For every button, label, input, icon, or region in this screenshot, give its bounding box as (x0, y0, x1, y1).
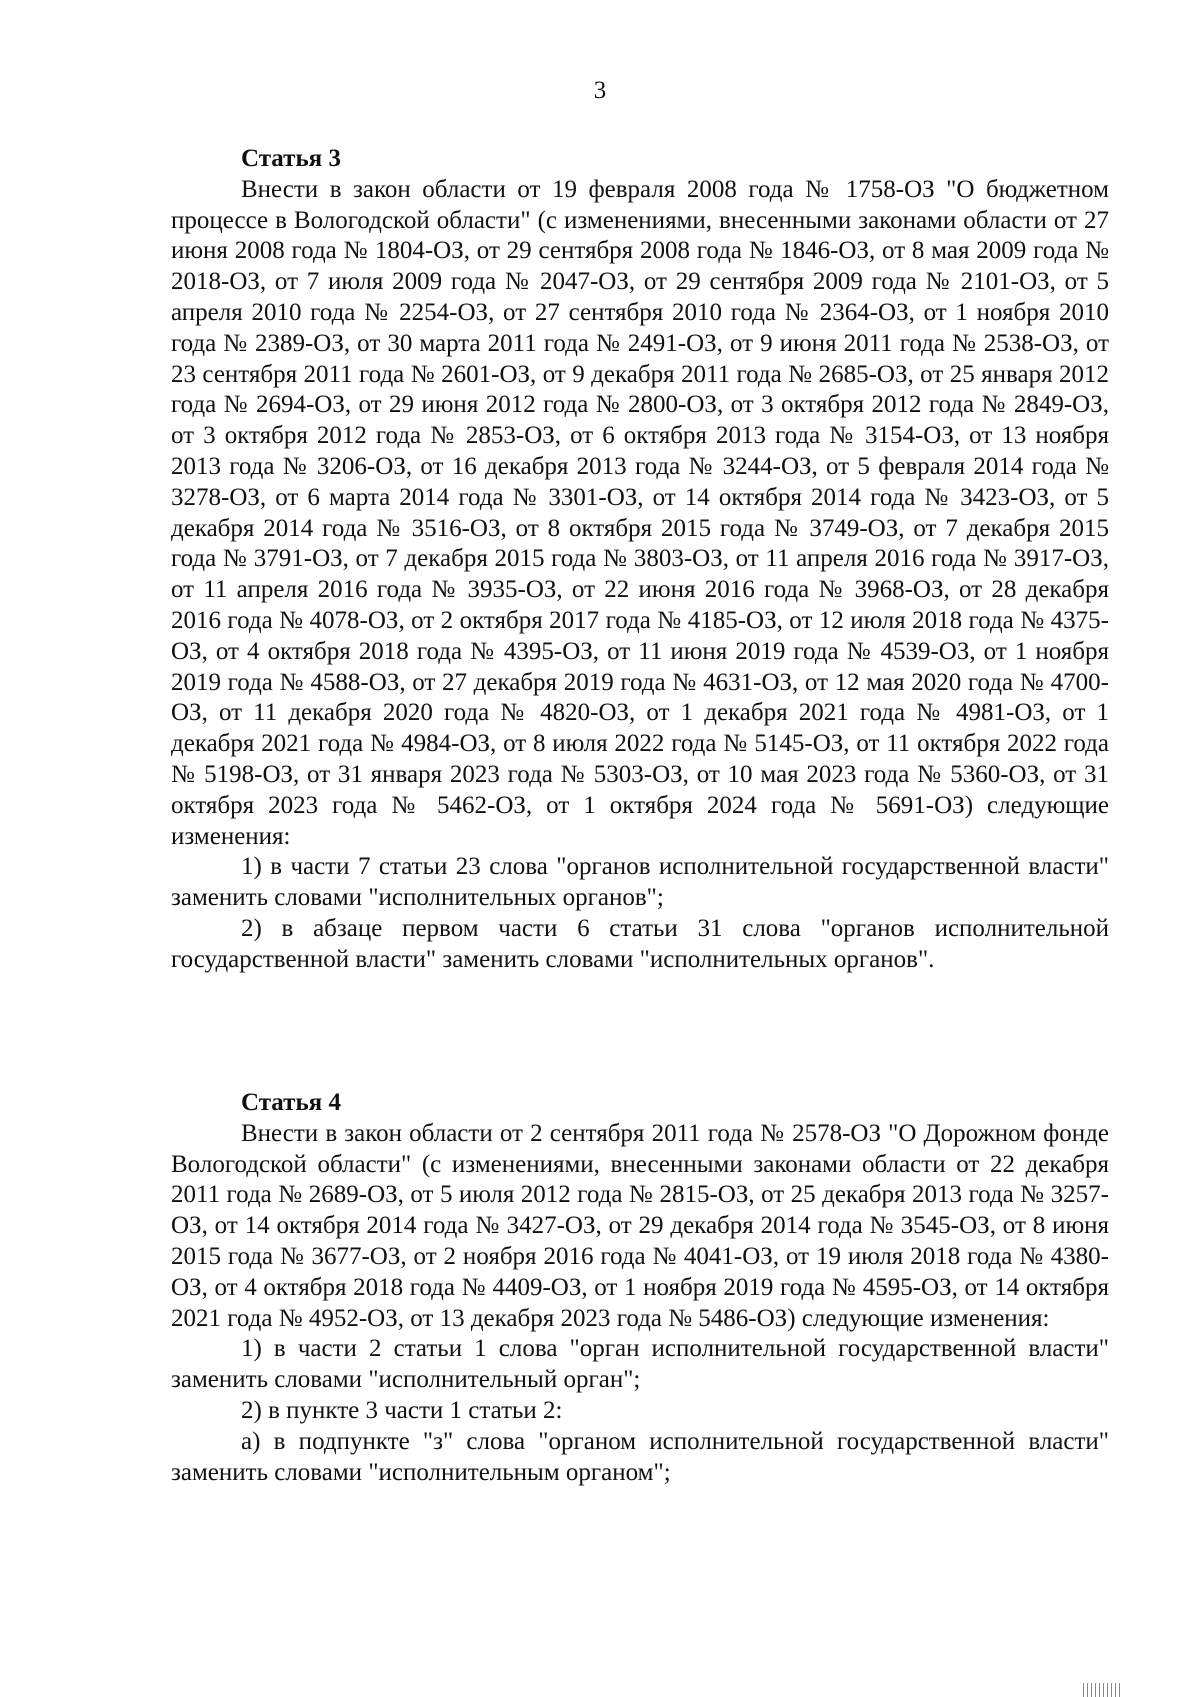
article-paragraph: Внести в закон области от 2 сентября 2011 года № 2578-ОЗ "О Дорожном фонде Вологодской области" (с изменениями, внесенными законами области от 22 декабря 2011 года № 2689-ОЗ, от 5 июля 2012 года № 2815-ОЗ, от 25 декабря 2013 года № 3257-ОЗ, от 14 октября 2014 года № 3427-ОЗ, от 29 декабря 2014 года № 3545-ОЗ, от 8 июня 2015 года № 3677-ОЗ, от 2 ноября 2016 года № 4041-ОЗ, от 19 июля 2018 года № 4380-ОЗ, от 4 октября 2018 года № 4409-ОЗ, от 1 ноября 2019 года № 4595-ОЗ, от 14 октября 2021 года № 4952-ОЗ, от 13 декабря 2023 года № 5486-ОЗ) следующие изменения: (171, 1119, 1109, 1332)
article-3 (171, 144, 1109, 976)
article-paragraph: 1) в части 2 статьи 1 слова "орган исполнительной государственной власти" заменить словами "исполнительный орган"; (171, 1335, 1109, 1394)
scan-barcode-mark (1083, 1683, 1123, 1697)
article-paragraph: 2) в пункте 3 части 1 статьи 2: (241, 1396, 563, 1424)
article-paragraph: Внести в закон области от 19 февраля 2008 года № 1758-ОЗ "О бюджетном процессе в Вологодской области" (с изменениями, внесенными законами области от 27 июня 2008 года № 1804-ОЗ, от 29 сентября 2008 года № 1846-ОЗ, от 8 мая 2009 года № 2018-ОЗ, от 7 июля 2009 года № 2047-ОЗ, от 29 сентября 2009 года № 2101-ОЗ, от 5 апреля 2010 года № 2254-ОЗ, от 27 сентября 2010 года № 2364-ОЗ, от 1 ноября 2010 года № 2389-ОЗ, от 30 марта 2011 года № 2491-ОЗ, от 9 июня 2011 года № 2538-ОЗ, от 23 сентября 2011 года № 2601-ОЗ, от 9 декабря 2011 года № 2685-ОЗ, от 25 января 2012 года № 2694-ОЗ, от 29 июня 2012 года № 2800-ОЗ, от 3 октября 2012 года № 2849-ОЗ, от 3 октября 2012 года № 2853-ОЗ, от 6 октября 2013 года № 3154-ОЗ, от 13 ноября 2013 года № 3206-ОЗ, от 16 декабря 2013 года № 3244-ОЗ, от 5 февраля 2014 года № 3278-ОЗ, от 6 марта 2014 года № 3301-ОЗ, от 14 октября 2014 года № 3423-ОЗ, от 5 декабря 2014 года № 3516-ОЗ, от 8 октября 2015 года № 3749-ОЗ, от 7 декабря 2015 года № 3791-ОЗ, от 7 декабря 2015 года № 3803-ОЗ, от 11 апреля 2016 года № 3917-ОЗ, от 11 апреля 2016 года № 3935-ОЗ, от 22 июня 2016 года № 3968-ОЗ, от 28 декабря 2016 года № 4078-ОЗ, от 2 октября 2017 года № 4185-ОЗ, от 12 июля 2018 года № 4375-ОЗ, от 4 октября 2018 года № 4395-ОЗ, от 11 июня 2019 года № 4539-ОЗ, от 1 ноября 2019 года № 4588-ОЗ, от 27 декабря 2019 года № 4631-ОЗ, от 12 мая 2020 года № 4700-ОЗ, от 11 декабря 2020 года № 4820-ОЗ, от 1 декабря 2021 года № 4981-ОЗ, от 1 декабря 2021 года № 4984-ОЗ, от 8 июля 2022 года № 5145-ОЗ, от 11 октября 2022 года № 5198-ОЗ, от 31 января 2023 года № 5303-ОЗ, от 10 мая 2023 года № 5360-ОЗ, от 31 октября 2023 года № 5462-ОЗ, от 1 октября 2024 года № 5691-ОЗ) следующие изменения: (171, 175, 1109, 850)
article-heading: Статья 4 (241, 1089, 341, 1116)
article-4 (171, 1088, 1109, 1488)
article-heading: Статья 3 (241, 145, 341, 172)
article-paragraph: а) в подпункте "з" слова "органом исполнительной государственной власти" заменить словами "исполнительным органом"; (171, 1427, 1109, 1486)
article-paragraph: 2) в абзаце первом части 6 статьи 31 слова "органов исполнительной государственной власти" заменить словами "исполнительных органов". (171, 914, 1109, 973)
page-number: 3 (593, 77, 607, 104)
article-paragraph: 1) в части 7 статьи 23 слова "органов исполнительной государственной власти" заменить словами "исполнительных органов"; (171, 853, 1109, 912)
